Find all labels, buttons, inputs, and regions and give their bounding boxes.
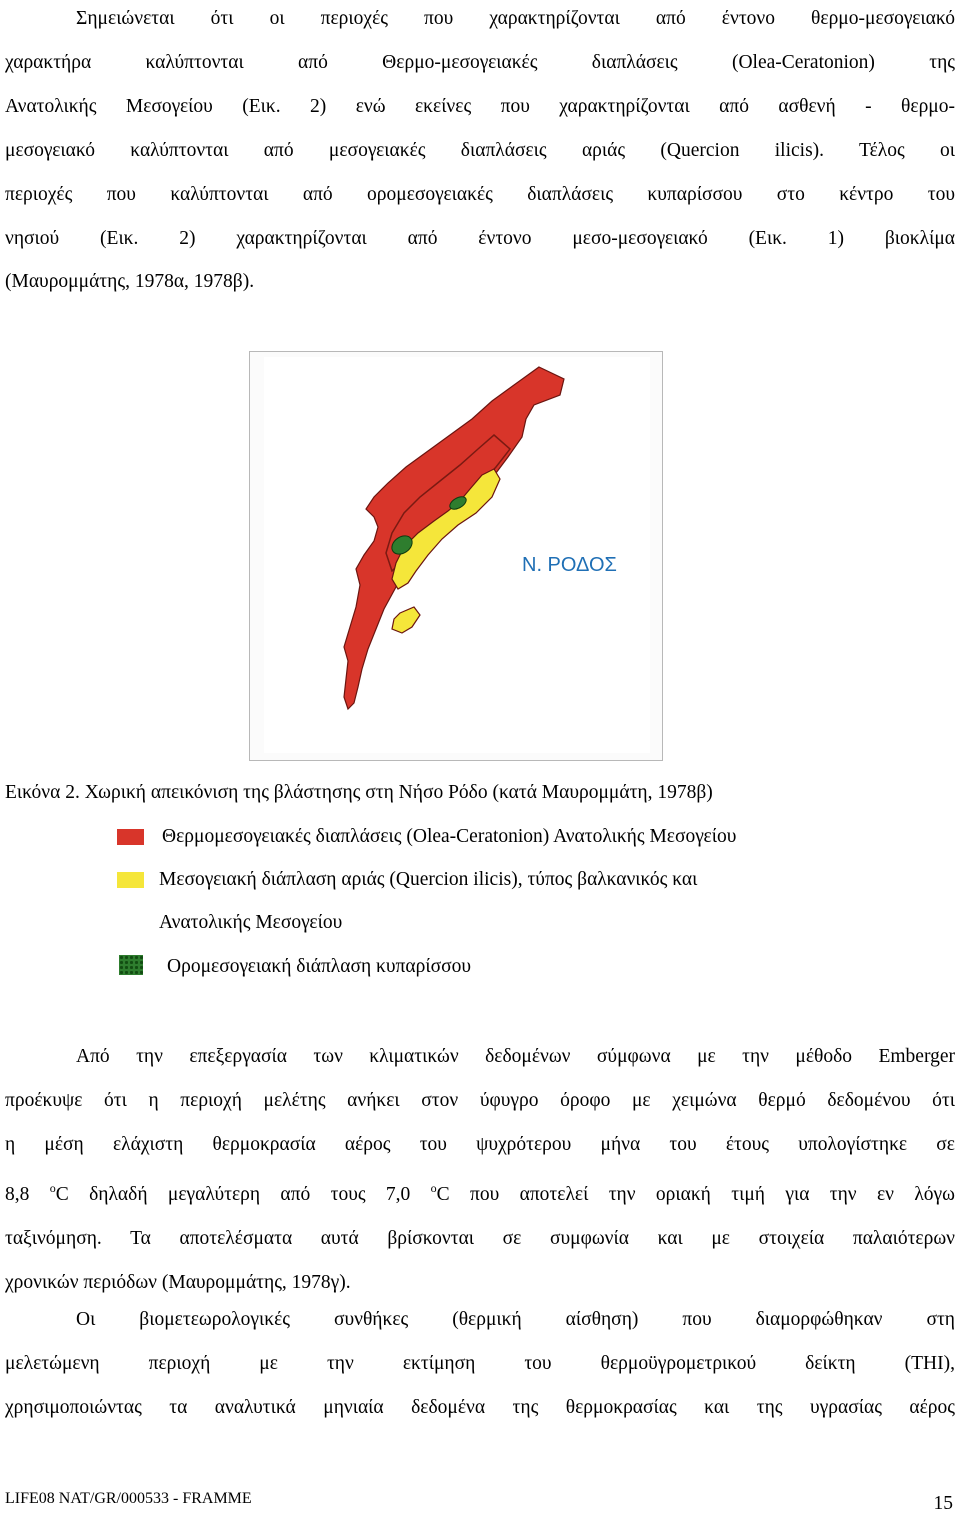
paragraph-line: χρονικών περιόδων (Μαυρομμάτης, 1978γ). — [5, 1271, 351, 1293]
figure-caption: Εικόνα 2. Χωρική απεικόνιση της βλάστησης στη Νήσο Ρόδο (κατά Μαυρομμάτη, 1978β) — [5, 782, 713, 803]
legend-label-quercion-cont: Ανατολικής Μεσογείου — [159, 912, 343, 933]
paragraph-line: η μέση ελάχιστη θερμοκρασία αέρος του ψυχρότερου μήνα του έτους υπολογίστηκε σε — [5, 1133, 955, 1155]
paragraph-line: περιοχές που καλύπτονται από ορομεσογειακές διαπλάσεις κυπαρίσσου στο κέντρο του — [5, 183, 955, 205]
paragraph-line-temperature: 8,8 $^o$C δηλαδή μεγαλύτερη από τους 7,0 $^o$C που αποτελεί την οριακή τιμή για την εν λόγω — [5, 1180, 955, 1205]
paragraph-emberger — [5, 1035, 955, 1304]
page-number: 15 — [933, 1493, 953, 1514]
rhodes-vegetation-map — [249, 351, 663, 761]
paragraph-line: Από την επεξεργασία των κλιματικών δεδομένων σύμφωνα με την μέθοδο Emberger — [76, 1046, 955, 1067]
paragraph-line: μεσογειακό καλύπτονται από μεσογειακές διαπλάσεις αριάς (Quercion ilicis). Τέλος οι — [5, 139, 955, 161]
legend-label-cypress: Ορομεσογειακή διάπλαση κυπαρίσσου — [167, 956, 472, 977]
paragraph-line: (Μαυρομμάτης, 1978α, 1978β). — [5, 271, 255, 293]
legend-label-thermo: Θερμομεσογειακές διαπλάσεις (Olea-Ceratonion) Ανατολικής Μεσογείου — [162, 826, 737, 847]
paragraph-line: Σημειώνεται ότι οι περιοχές που χαρακτηρίζονται από έντονο θερμο-μεσογειακό — [76, 8, 955, 29]
paragraph-line: μελετώμενη περιοχή με την εκτίμηση του θερμοϋγρομετρικού δείκτη (ΤΗΙ), — [5, 1352, 955, 1374]
legend-swatch-cypress — [119, 955, 143, 975]
paragraph-line: προέκυψε ότι η περιοχή μελέτης ανήκει στον ύφυγρο όροφο με χειμώνα θερμό δεδομένου ότι — [5, 1089, 955, 1111]
paragraph-line: νησιού (Εικ. 2) χαρακτηρίζονται από έντονο μεσο-μεσογειακό (Εικ. 1) βιοκλίμα — [5, 227, 955, 249]
map-image — [264, 357, 650, 753]
paragraph-vegetation-types — [5, 0, 955, 304]
footer-project-code: LIFE08 NAT/GR/000533 - FRAMME — [5, 1490, 252, 1507]
legend-label-quercion: Μεσογειακή διάπλαση αριάς (Quercion ilicis), τύπος βαλκανικός και — [159, 869, 698, 890]
paragraph-line: χρησιμοποιώντας τα αναλυτικά μηνιαία δεδομένα της θερμοκρασίας και της υγρασίας αέρος — [5, 1396, 955, 1418]
paragraph-thi — [5, 1298, 955, 1430]
legend-swatch-quercion — [117, 872, 144, 888]
paragraph-line: Οι βιομετεωρολογικές συνθήκες (θερμική αίσθηση) που διαμορφώθηκαν στη — [76, 1309, 955, 1330]
paragraph-line: ταξινόμηση. Τα αποτελέσματα αυτά βρίσκονται σε συμφωνία και με στοιχεία παλαιότερων — [5, 1227, 955, 1249]
map-label: Ν. ΡΟΔΟΣ — [522, 554, 617, 576]
paragraph-line: χαρακτήρα καλύπτονται από Θερμο-μεσογειακές διαπλάσεις (Olea-Ceratonion) της — [5, 51, 955, 73]
paragraph-line: Ανατολικής Μεσογείου (Εικ. 2) ενώ εκείνες που χαρακτηρίζονται από ασθενή - θερμο- — [5, 95, 955, 117]
legend-swatch-thermo — [117, 829, 144, 845]
